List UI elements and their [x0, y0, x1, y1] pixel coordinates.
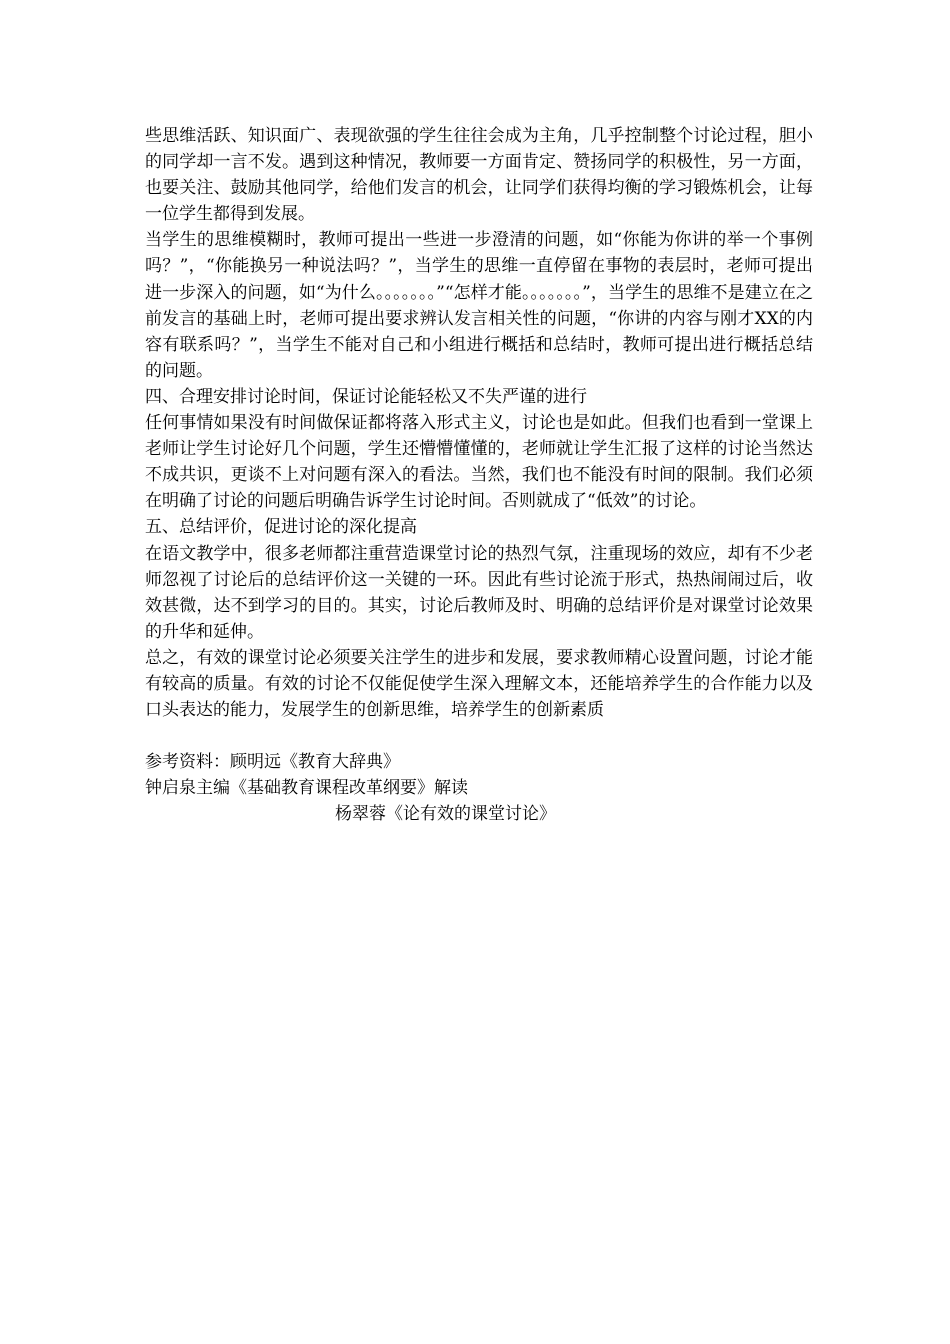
- paragraph-summary-evaluation: 在语文教学中，很多老师都注重营造课堂讨论的热烈气氛，注重现场的效应，却有不少老师忽视了讨论后的总结评价这一关键的一环。因此有些讨论流于形式，热热闹闹过后，收效甚微，达不到学习的目的。其实，讨论后教师及时、明确的总结评价是对课堂讨论效果的升华和延伸。: [145, 543, 813, 642]
- blank-line: [145, 723, 813, 749]
- reference-item: 钟启泉主编《基础教育课程改革纲要》解读: [145, 778, 468, 799]
- paragraph-questioning-strategies: 当学生的思维模糊时，教师可提出一些进一步澄清的问题，如“你能为你讲的举一个事例吗？”，“你能换另一种说法吗？”，当学生的思维一直停留在事物的表层时，老师可提出进一步深入的问题，如“为什么。。。。。。。”“怎样才能。。。。。。。”，当学生的思维不是建立在之前发言的基础上时，老师可提出要求辨认发言相关性的问题，“你讲的内容与刚才XX的内容有联系吗？”，当学生不能对自己和小组进行概括和总结时，教师可提出进行概括总结的问题。: [145, 230, 813, 381]
- paragraph-discussion-time: 任何事情如果没有时间做保证都将落入形式主义，讨论也是如此。但我们也看到一堂课上老师让学生讨论好几个问题，学生还懵懵懂懂的，老师就让学生汇报了这样的讨论当然达不成共识，更谈不上对问题有深入的看法。当然，我们也不能没有时间的限制。我们必须在明确了讨论的问题后明确告诉学生讨论时间。否则就成了“低效”的讨论。: [145, 413, 813, 512]
- paragraph-conclusion: 总之，有效的课堂讨论必须要关注学生的进步和发展，要求教师精心设置问题，讨论才能有较高的质量。有效的讨论不仅能促使学生深入理解文本，还能培养学生的合作能力以及口头表达的能力，发展学生的创新思维，培养学生的创新素质: [145, 647, 813, 721]
- section-heading-summary-evaluation: 五、总结评价，促进讨论的深化提高: [145, 517, 417, 538]
- reference-item: 参考资料：顾明远《教育大辞典》: [145, 752, 400, 773]
- document-page: [145, 123, 813, 827]
- reference-item: 杨翠蓉《论有效的课堂讨论》: [335, 804, 556, 825]
- section-heading-discussion-time: 四、合理安排讨论时间，保证讨论能轻松又不失严谨的进行: [145, 386, 587, 407]
- paragraph-student-participation: 些思维活跃、知识面广、表现欲强的学生往往会成为主角，几乎控制整个讨论过程，胆小的同学却一言不发。遇到这种情况，教师要一方面肯定、赞扬同学的积极性，另一方面，也要关注、鼓励其他同学，给他们发言的机会，让同学们获得均衡的学习锻炼机会，让每一位学生都得到发展。: [145, 126, 813, 225]
